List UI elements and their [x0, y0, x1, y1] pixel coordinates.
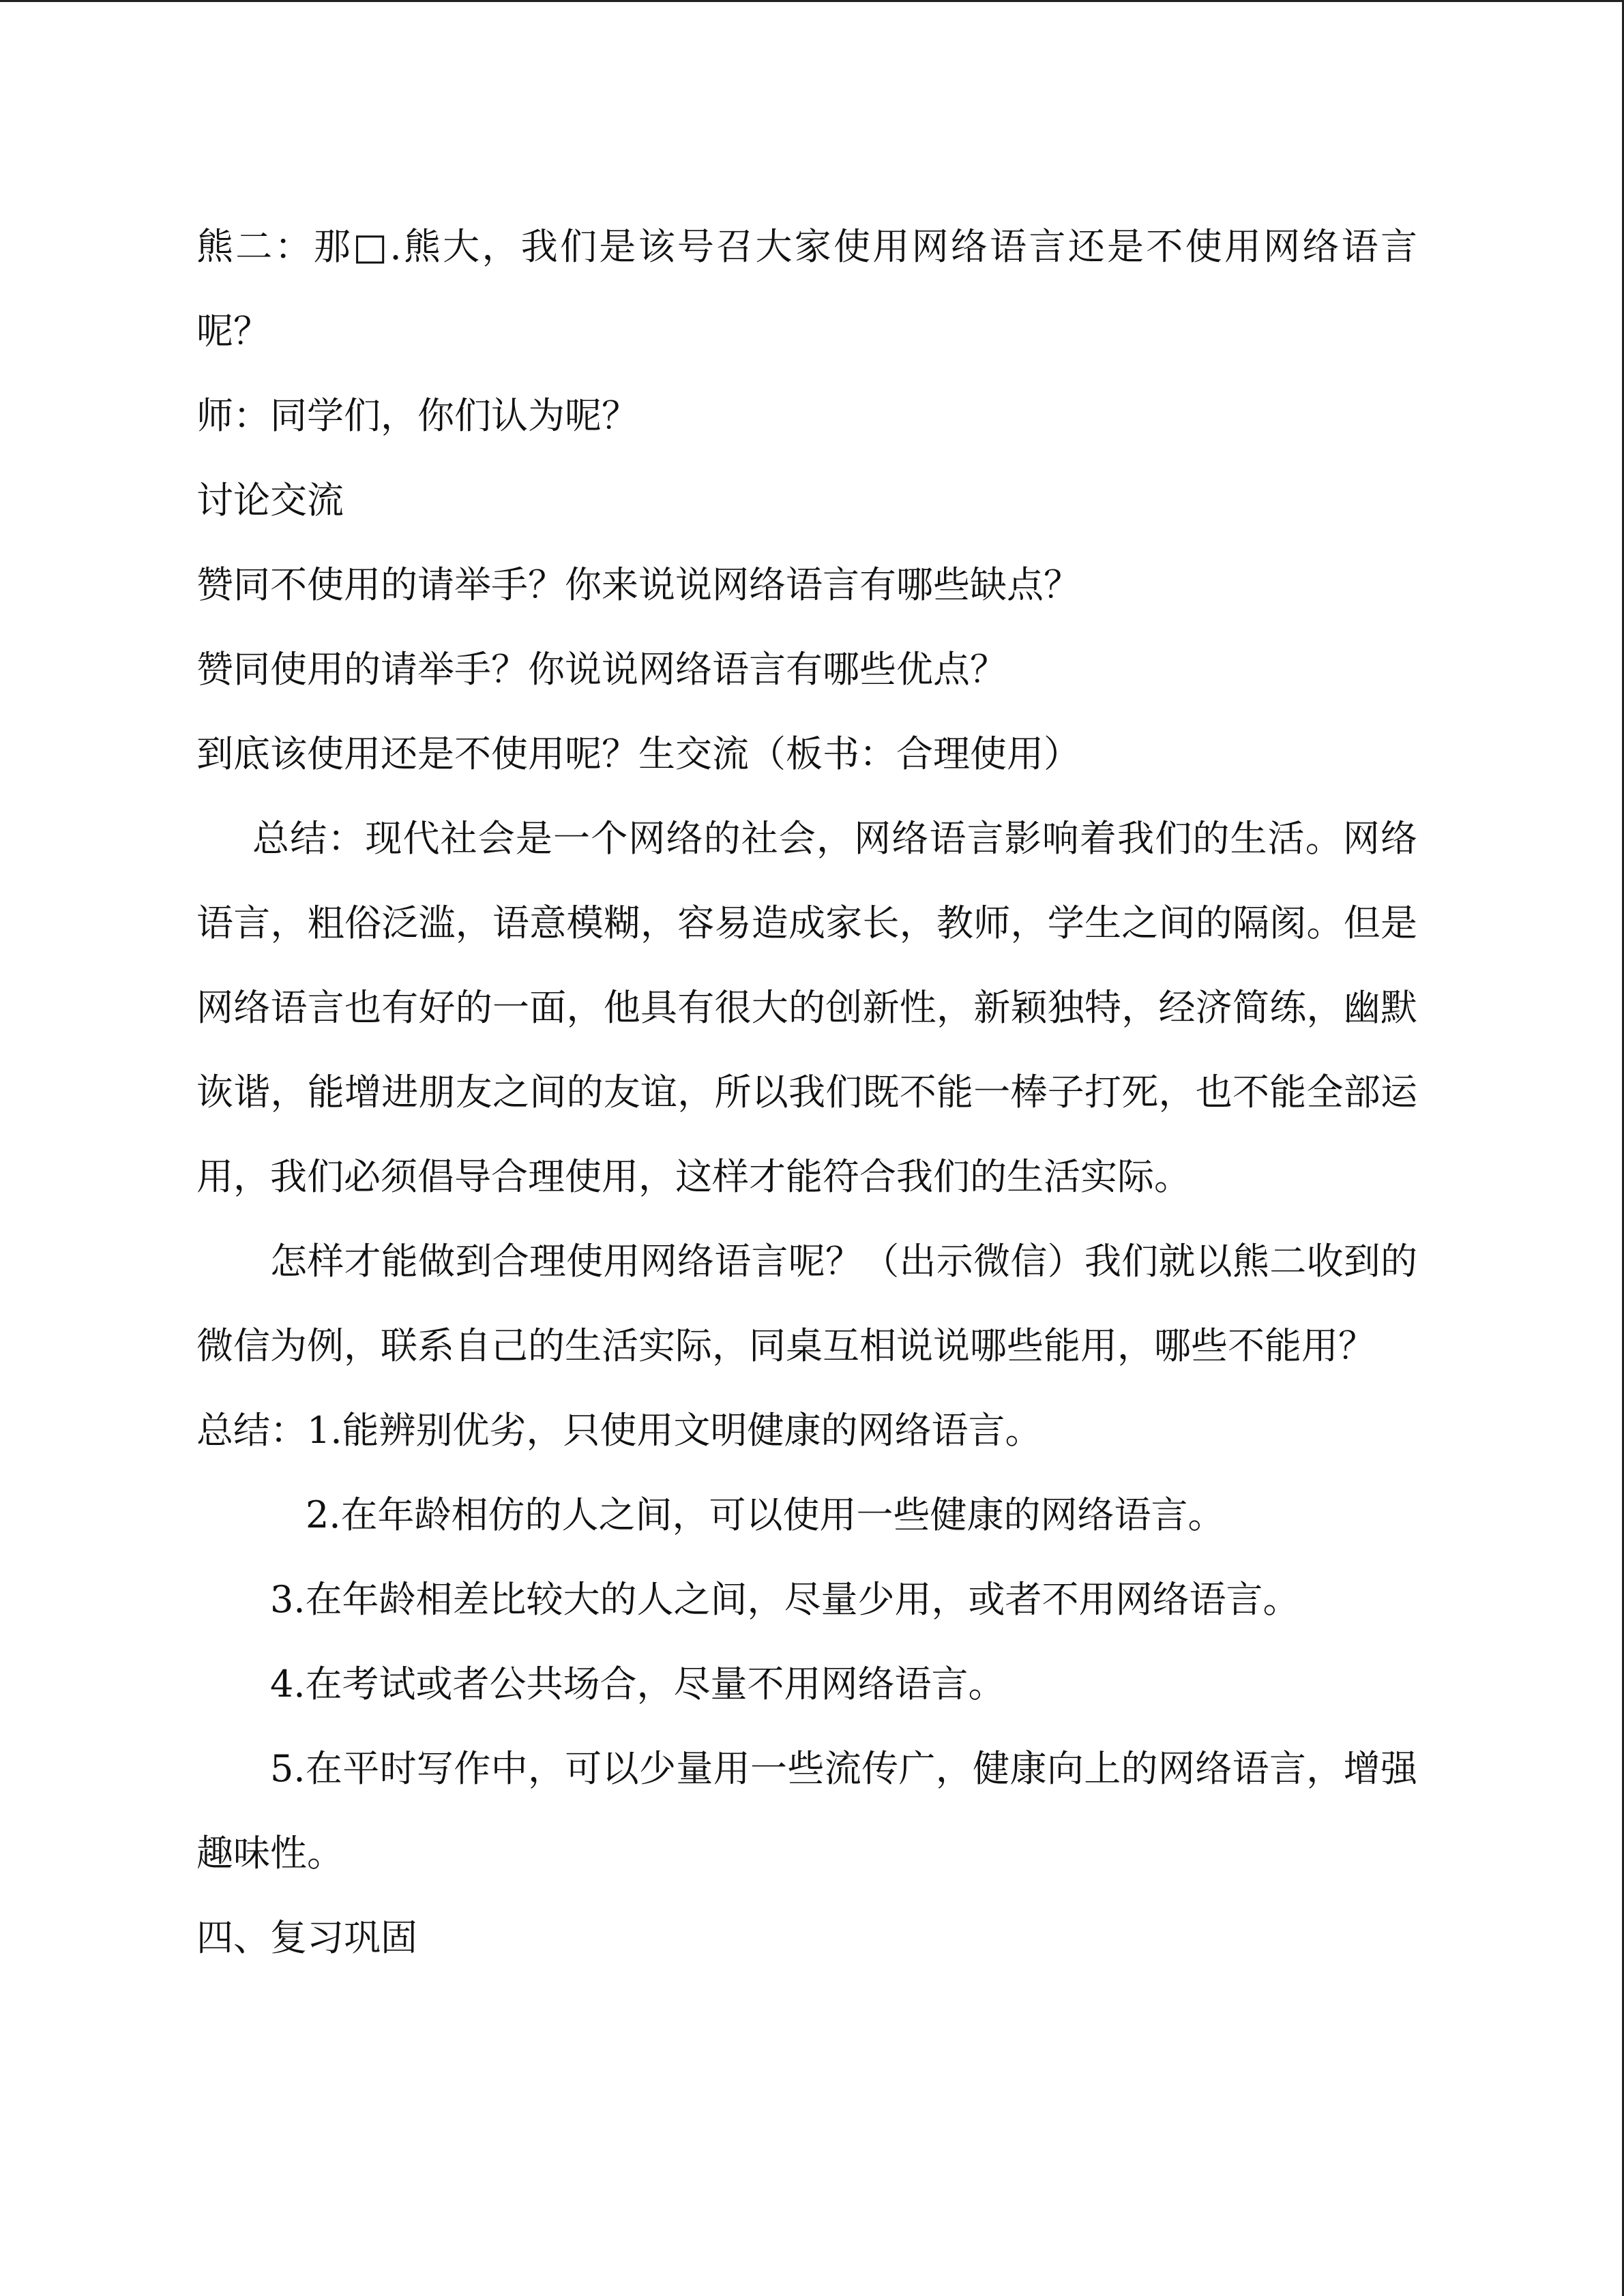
conclusion-item-2: 2.在年龄相仿的人之间，可以使用一些健康的网络语言。 [306, 1493, 1225, 1536]
question-advantages: 赞同使用的请举手？你说说网络语言有哪些优点？ [196, 648, 1007, 691]
page-top-border [0, 0, 1624, 2]
question-reasonable-use: 到底该使用还是不使用呢？生交流（板书：合理使用） [196, 732, 1080, 775]
summary-paragraph: 总结：现代社会是一个网络的社会，网络语言影响着我们的生活。网络语言，粗俗泛滥，语意模糊，容易造成家长，教师，学生之间的隔阂。但是网络语言也有好的一面，他具有很大的创新性，新颖独特，经济简练，幽默诙谐，能增进朋友之间的友谊，所以我们既不能一棒子打死，也不能全部运用，我们必须倡导合理使用，这样才能符合我们的生活实际。 [196, 817, 1417, 1198]
question-disadvantages: 赞同不使用的请举手？你来说说网络语言有哪些缺点？ [196, 563, 1080, 606]
conclusion-item-4: 4.在考试或者公共场合，尽量不用网络语言。 [270, 1663, 1005, 1705]
conclusion-item-5: 5.在平时写作中，可以少量用一些流传广，健康向上的网络语言，增强趣味性。 [196, 1747, 1417, 1875]
conclusion-item-3: 3.在年龄相差比较大的人之间，尽量少用，或者不用网络语言。 [270, 1578, 1300, 1621]
dialogue-teacher: 师：同学们，你们认为呢？ [196, 394, 638, 437]
section-heading-review: 四、复习巩固 [196, 1916, 417, 1959]
document-body [196, 205, 1417, 1980]
discussion-label: 讨论交流 [196, 479, 344, 522]
wechat-question-paragraph: 怎样才能做到合理使用网络语言呢？（出示微信）我们就以熊二收到的微信为例，联系自己的生活实际，同桌互相说说哪些能用，哪些不能用？ [196, 1240, 1417, 1367]
conclusion-item-1: 总结：1.能辨别优劣，只使用文明健康的网络语言。 [196, 1409, 1042, 1452]
dialogue-xiong-er: 熊二：那□.熊大，我们是该号召大家使用网络语言还是不使用网络语言呢？ [196, 225, 1417, 353]
